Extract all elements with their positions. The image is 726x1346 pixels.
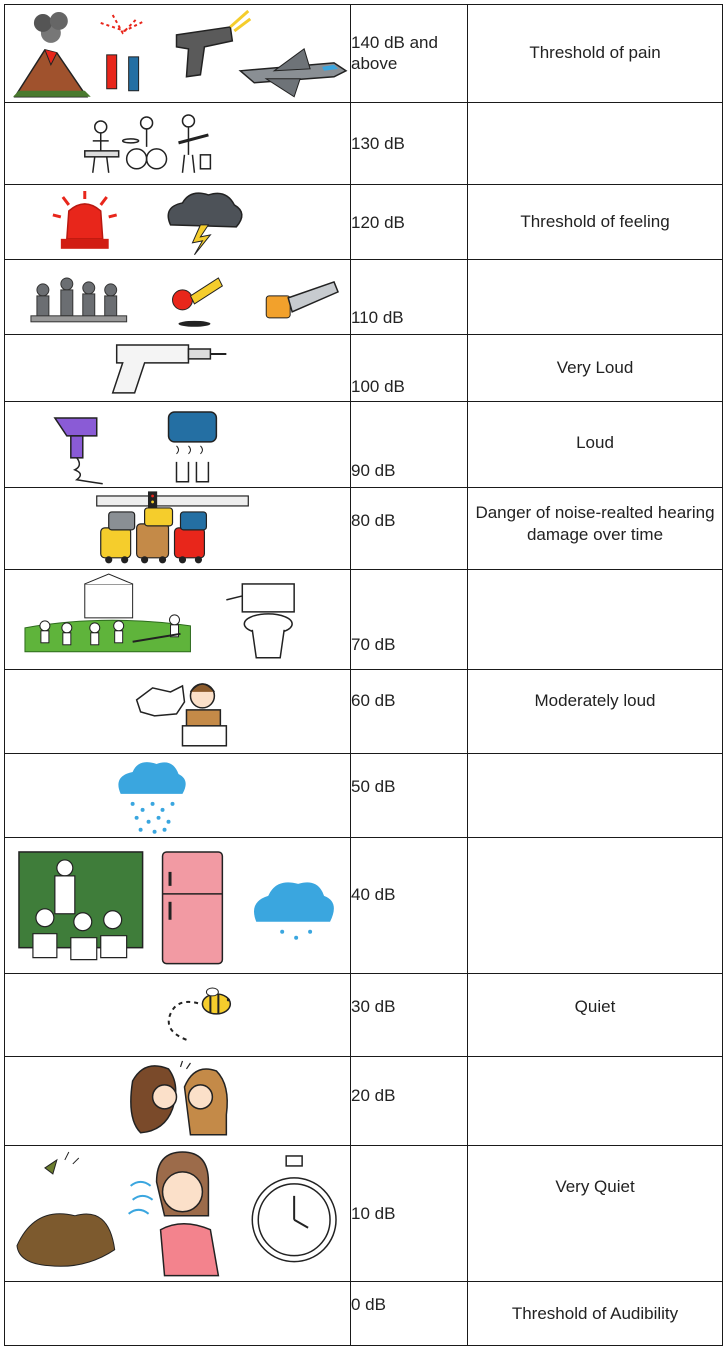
person-talking-icon [137, 684, 227, 746]
image-cell [5, 260, 351, 335]
level-cell [351, 260, 468, 335]
description-cell [468, 1282, 723, 1346]
siren-icon [53, 191, 117, 249]
description-cell [468, 260, 723, 335]
breathing-person-icon [129, 1152, 219, 1276]
level-cell [351, 974, 468, 1057]
description-label: Very Loud [556, 357, 634, 377]
hair-dryer-icon [55, 418, 103, 484]
description-label: Moderately loud [534, 691, 656, 711]
description-label: Quiet [574, 997, 616, 1017]
air-horn-icon [173, 278, 223, 327]
description-cell [468, 401, 723, 487]
description-cell [468, 1056, 723, 1145]
jet-plane-icon [240, 49, 346, 97]
light-rain-cloud-icon [254, 882, 334, 939]
refrigerator-icon [163, 851, 223, 963]
level-label: 130 dB [351, 134, 405, 154]
description-cell [468, 5, 723, 103]
level-cell [351, 837, 468, 974]
image-cell [5, 1056, 351, 1145]
level-cell [351, 401, 468, 487]
rock-band-icon [85, 115, 211, 173]
table-row [5, 1056, 723, 1145]
table-row [5, 974, 723, 1057]
table-row [5, 670, 723, 754]
table-row [5, 335, 723, 402]
level-label: 110 dB [351, 308, 404, 328]
description-cell [468, 670, 723, 754]
description-cell [468, 335, 723, 402]
table-row [5, 753, 723, 837]
description-cell [468, 837, 723, 974]
description-cell [468, 102, 723, 185]
table-row [5, 102, 723, 185]
rustling-leaves-icon [17, 1152, 115, 1266]
table-row [5, 5, 723, 103]
bee-icon [169, 988, 231, 1040]
toilet-icon [226, 584, 294, 658]
description-label: Threshold of pain [529, 43, 661, 63]
revolver-icon [177, 11, 251, 77]
description-cell [468, 753, 723, 837]
level-label: 90 dB [351, 460, 396, 480]
level-label: 50 dB [351, 776, 396, 796]
level-cell [351, 570, 468, 670]
description-cell [468, 1145, 723, 1282]
decibel-table [4, 4, 723, 1346]
chainsaw-icon [266, 282, 338, 318]
image-cell [5, 487, 351, 570]
table-row [5, 837, 723, 974]
description-label: Threshold of Audibility [511, 1303, 679, 1323]
fireworks-icon [101, 15, 145, 91]
description-cell [468, 570, 723, 670]
level-cell [351, 335, 468, 402]
level-cell [351, 753, 468, 837]
level-label: 120 dB [351, 212, 405, 232]
description-cell [468, 974, 723, 1057]
image-cell [5, 5, 351, 103]
level-label: 10 dB [351, 1203, 396, 1223]
image-cell [5, 1282, 351, 1346]
playground-icon [25, 574, 191, 652]
level-cell [351, 1145, 468, 1282]
image-cell [5, 1145, 351, 1282]
level-cell [351, 487, 468, 570]
level-cell [351, 670, 468, 754]
level-cell [351, 5, 468, 103]
table-row [5, 570, 723, 670]
image-cell [5, 401, 351, 487]
level-cell [351, 185, 468, 260]
description-label: Threshold of feeling [520, 212, 670, 232]
image-cell [5, 753, 351, 837]
image-cell [5, 570, 351, 670]
traffic-jam-icon [97, 492, 249, 563]
level-label: 60 dB [351, 691, 396, 711]
power-drill-icon [113, 345, 227, 393]
description-cell [468, 487, 723, 570]
orchestra-icon [31, 278, 127, 322]
level-cell [351, 1056, 468, 1145]
level-label: 20 dB [351, 1085, 396, 1105]
image-cell [5, 335, 351, 402]
stopwatch-icon [252, 1156, 336, 1262]
description-label: Very Quiet [555, 1176, 635, 1196]
image-cell [5, 102, 351, 185]
level-label: 40 dB [351, 884, 396, 904]
level-label: 80 dB [351, 510, 396, 530]
description-label: Loud [576, 432, 614, 452]
thunderstorm-icon [168, 194, 242, 256]
level-label: 0 dB [351, 1295, 386, 1315]
level-label: 30 dB [351, 997, 396, 1017]
level-cell [351, 102, 468, 185]
table-row [5, 185, 723, 260]
volcano-icon [13, 12, 91, 97]
level-label: 70 dB [351, 635, 396, 655]
rain-cloud-icon [118, 762, 185, 834]
table-row [5, 401, 723, 487]
table-row [5, 1145, 723, 1282]
table-row [5, 487, 723, 570]
image-cell [5, 974, 351, 1057]
table-row [5, 1282, 723, 1346]
whispering-people-icon [131, 1061, 227, 1135]
classroom-icon [19, 851, 143, 959]
level-label: 100 dB [351, 376, 405, 396]
description-cell [468, 185, 723, 260]
description-label: Danger of noise-realted hearing damage over time [475, 502, 715, 544]
image-cell [5, 670, 351, 754]
level-cell [351, 1282, 468, 1346]
level-label: 140 dB and above [351, 33, 438, 74]
image-cell [5, 837, 351, 974]
hand-dryer-icon [169, 412, 217, 482]
table-row [5, 260, 723, 335]
image-cell [5, 185, 351, 260]
